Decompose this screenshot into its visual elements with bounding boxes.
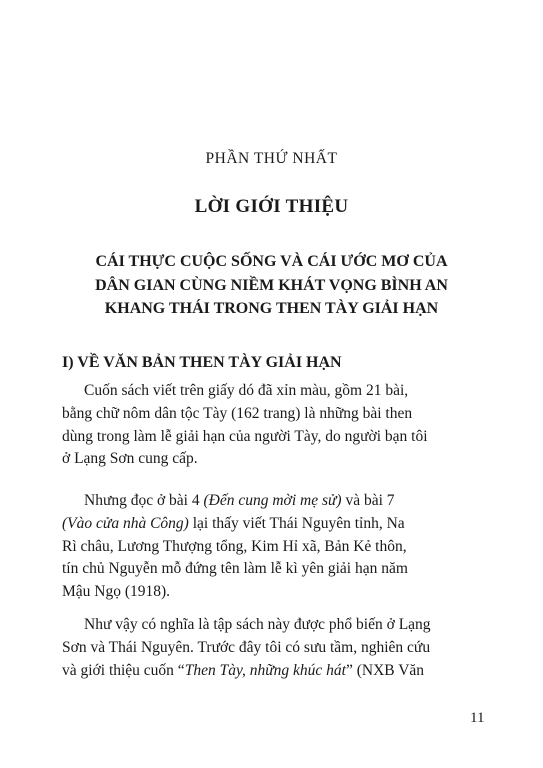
paragraph-line	[62, 490, 486, 513]
paragraph-2	[62, 490, 486, 604]
paragraph-line: Như vậy có nghĩa là tập sách này được phổ biến ở Lạng	[84, 616, 431, 633]
paragraph-1	[62, 380, 486, 471]
paragraph-line: ở Lạng Sơn cung cấp.	[62, 450, 198, 468]
page-number: 11	[470, 710, 485, 726]
chapter-title-line: CÁI THỰC CUỘC SỐNG VÀ CÁI ƯỚC MƠ CỦA	[95, 253, 448, 270]
paragraph-line	[62, 660, 486, 683]
italic-title: (Vào cửa nhà Công)	[62, 514, 189, 532]
chapter-title-line: KHANG THÁI TRONG THEN TÀY GIẢI HẠN	[104, 300, 439, 317]
text-run: và giới thiệu cuốn “	[62, 661, 185, 679]
paragraph-3	[62, 614, 486, 682]
subsection-heading: I) VỀ VĂN BẢN THEN TÀY GIẢI HẠN	[62, 354, 342, 371]
paragraph-line: bằng chữ nôm dân tộc Tày (162 trang) là những bài then	[62, 404, 413, 422]
italic-title: (Đến cung mời mẹ sử)	[203, 492, 342, 509]
italic-title: Then Tày, những khúc hát	[184, 661, 346, 679]
paragraph-line: Sơn và Thái Nguyên. Trước đây tôi có sưu tầm, nghiên cứu	[62, 638, 431, 656]
paragraph-line: Rì châu, Lương Thượng tổng, Kim Hỉ xã, Bản Kẻ thôn,	[62, 537, 407, 555]
part-label: PHẦN THỨ NHẤT	[205, 150, 338, 167]
text-run: ” (NXB Văn	[346, 661, 425, 679]
text-run: Nhưng đọc ở bài 4	[84, 492, 204, 509]
text-run: lại thấy viết Thái Nguyên tỉnh, Na	[188, 514, 405, 532]
paragraph-line: Cuốn sách viết trên giấy dó đã xỉn màu, gồm 21 bài,	[84, 382, 409, 399]
paragraph-line	[62, 513, 486, 536]
paragraph-line: dùng trong làm lễ giải hạn của người Tày, do người bạn tôi	[62, 427, 428, 445]
section-title: LỜI GIỚI THIỆU	[194, 196, 349, 217]
chapter-title	[52, 250, 491, 321]
chapter-title-line: DÂN GIAN CÙNG NIỀM KHÁT VỌNG BÌNH AN	[95, 276, 448, 294]
text-run: và bài 7	[341, 492, 395, 509]
paragraph-line: tín chủ Nguyễn mỗ đứng tên làm lễ kì yên giải hạn năm	[62, 560, 408, 578]
paragraph-line: Mậu Ngọ (1918).	[62, 583, 171, 601]
